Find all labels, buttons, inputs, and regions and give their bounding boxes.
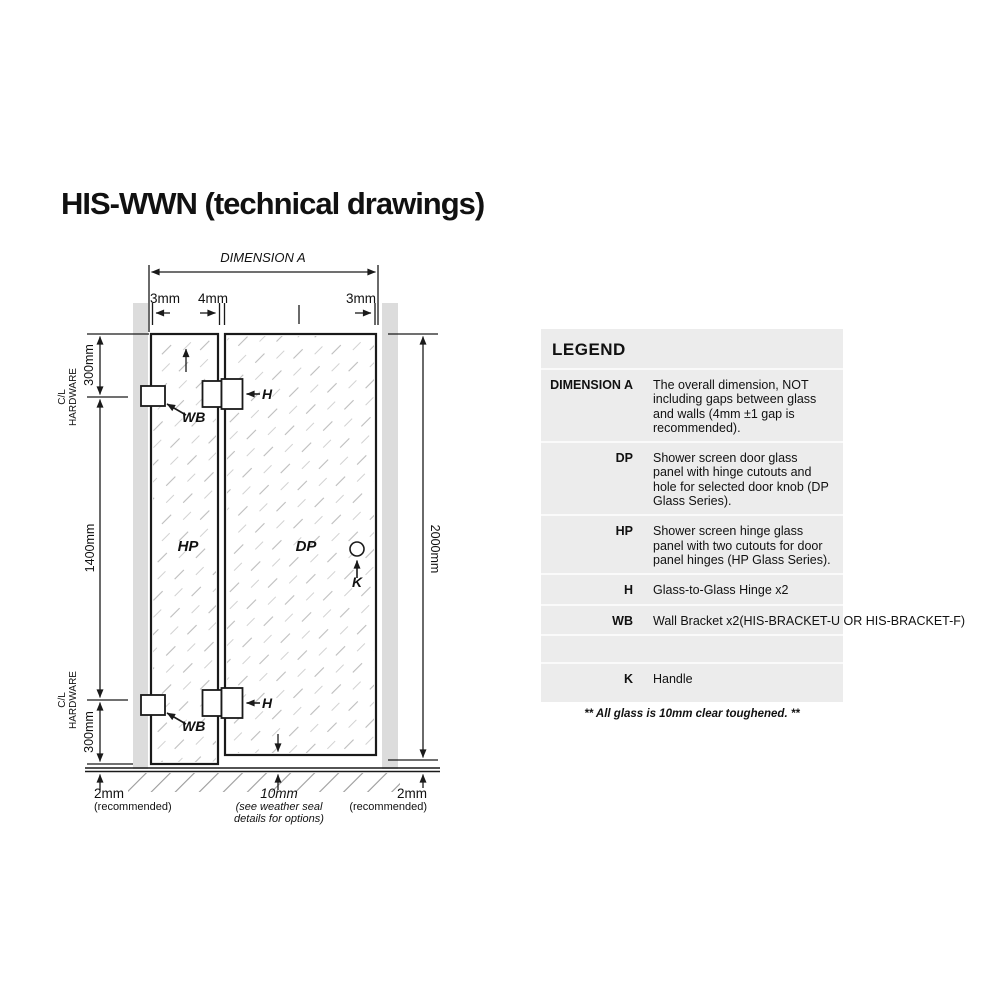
cl-line1: C/L bbox=[57, 389, 68, 405]
legend-row-text bbox=[653, 636, 831, 662]
floor bbox=[85, 768, 440, 772]
legend-row-text: Handle bbox=[653, 671, 693, 686]
legend-row-dp bbox=[541, 443, 843, 516]
floor-gap-right-label: 2mm bbox=[397, 786, 427, 801]
legend-row-h bbox=[541, 575, 843, 605]
dimension-a-label: DIMENSION A bbox=[220, 250, 306, 265]
hinge-top-label: H bbox=[262, 386, 273, 402]
hinge-top-left-plate bbox=[203, 381, 222, 407]
legend-row-label: H bbox=[623, 583, 633, 598]
wall-bracket-top bbox=[141, 386, 165, 406]
hinge-bottom-label: H bbox=[262, 695, 273, 711]
dim-300mm-bottom-label: 300mm bbox=[82, 711, 96, 753]
legend-row-text: The overall dimension, NOT including gaps between glass and walls (4mm ±1 gap is recommended). bbox=[653, 378, 817, 435]
bottom-gap-label: 10mm bbox=[260, 786, 298, 801]
legend-row-k bbox=[541, 664, 843, 702]
legend-row-label bbox=[541, 636, 633, 662]
legend-row-label: DP bbox=[615, 451, 633, 466]
door-panel-label: DP bbox=[295, 538, 317, 555]
legend-row-label: K bbox=[623, 671, 633, 686]
dim-1400mm-label: 1400mm bbox=[83, 523, 97, 573]
cl-hardware-bottom-label bbox=[57, 666, 79, 734]
bottom-gap-note: (see weather seal details for options) bbox=[234, 801, 324, 825]
legend-row-label: WB bbox=[612, 613, 633, 628]
dim-2000mm-label: 2000mm bbox=[428, 524, 442, 574]
legend-header: LEGEND bbox=[541, 329, 843, 370]
cl-hardware-top-label bbox=[57, 363, 79, 431]
gap-4mm-label: 4mm bbox=[198, 291, 228, 306]
legend-row-hp bbox=[541, 516, 843, 575]
legend-row-text: Shower screen door glass panel with hinge cutouts and hole for selected door knob (DP Glass Series). bbox=[653, 451, 829, 509]
page-title: HIS-WWN (technical drawings) bbox=[61, 186, 485, 221]
legend-row-text: Glass-to-Glass Hinge x2 bbox=[653, 583, 789, 598]
dim-300mm-top-label: 300mm bbox=[82, 344, 96, 386]
cl-line2: HARDWARE bbox=[68, 671, 79, 729]
legend-row-text: Wall Bracket x2(HIS-BRACKET-U OR HIS-BRACKET-F) bbox=[653, 613, 966, 628]
gap-3mm-right-label: 3mm bbox=[346, 291, 376, 306]
hinge-bottom-right-plate bbox=[222, 688, 243, 718]
legend-row-label: DIMENSION A bbox=[550, 378, 633, 392]
wall-bracket-top-label: WB bbox=[182, 409, 206, 425]
legend-row-wb bbox=[541, 606, 966, 636]
hinge-panel-label: HP bbox=[177, 538, 199, 555]
legend-row-text: Shower screen hinge glass panel with two cutouts for door panel hinges (HP Glass Series). bbox=[653, 524, 831, 567]
legend-row-dimension-a bbox=[541, 370, 843, 443]
floor-gap-left-note: (recommended) bbox=[94, 801, 172, 813]
handle-knob bbox=[350, 542, 364, 556]
floor-gap-left-label: 2mm bbox=[94, 786, 124, 801]
gap-3mm-left-label: 3mm bbox=[150, 291, 180, 306]
wall-bracket-bottom-label: WB bbox=[182, 718, 206, 734]
legend-panel bbox=[541, 329, 966, 702]
cl-line1: C/L bbox=[57, 692, 68, 708]
hinge-top-right-plate bbox=[222, 379, 243, 409]
cl-line2: HARDWARE bbox=[68, 368, 79, 426]
legend-row-spacer bbox=[541, 636, 843, 664]
right-wall bbox=[382, 303, 398, 769]
wall-bracket-bottom bbox=[141, 695, 165, 715]
handle-label: K bbox=[351, 574, 363, 590]
legend-row-label: HP bbox=[615, 524, 633, 539]
legend-footnote: ** All glass is 10mm clear toughened. ** bbox=[584, 708, 800, 720]
floor-gap-right-note: (recommended) bbox=[349, 801, 427, 813]
hinge-bottom-left-plate bbox=[203, 690, 222, 716]
